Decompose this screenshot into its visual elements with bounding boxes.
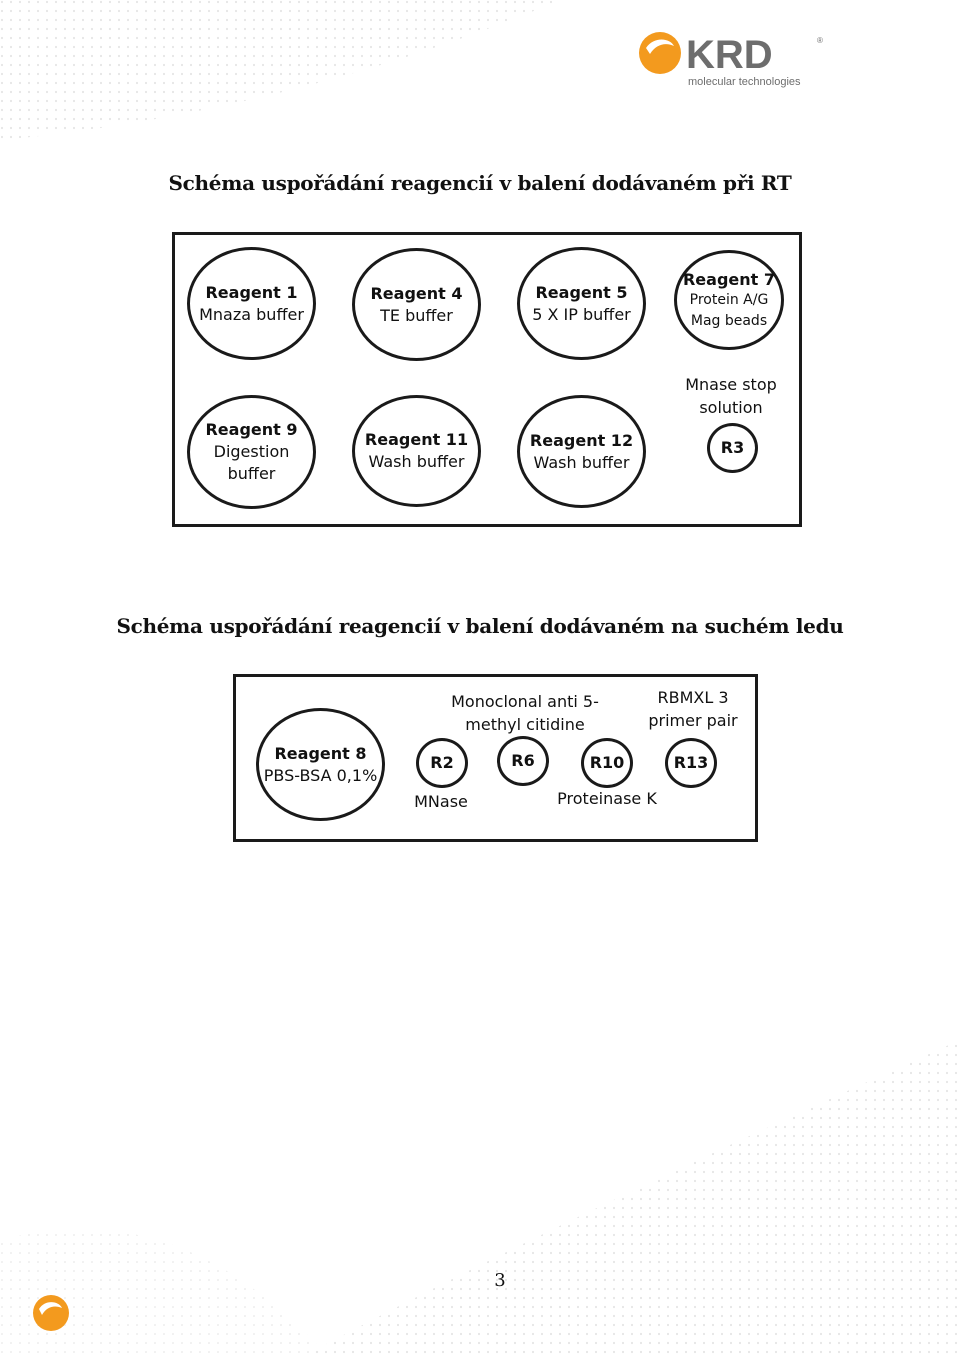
r6-label: R6	[511, 751, 535, 770]
r10-circle	[581, 738, 633, 788]
r13-circle	[665, 738, 717, 788]
reagent-7-circle	[674, 250, 784, 350]
r3-caption-line2: solution	[699, 398, 763, 417]
reagent-desc: Wash buffer	[368, 452, 465, 471]
footer-logo-mark-icon	[30, 1292, 72, 1334]
reagent-desc: Mnaza buffer	[199, 304, 304, 324]
reagent-name: Reagent 9	[205, 420, 298, 439]
reagent-desc: 5 X IP buffer	[532, 304, 631, 324]
r13-caption-line1: RBMXL 3	[657, 688, 729, 707]
reagent-9-circle	[187, 395, 316, 509]
reagent-name: Reagent 8	[274, 743, 367, 763]
reagent-desc: Protein A/G	[689, 291, 769, 308]
r6-caption	[430, 690, 620, 736]
logo-brand-text: KRD	[686, 33, 773, 77]
r13-label: R13	[673, 753, 709, 772]
r3-label: R3	[720, 438, 745, 457]
r6-caption-line2: methyl citidine	[465, 715, 585, 734]
reagent-name: Reagent 7	[682, 269, 775, 289]
r2-circle	[416, 738, 468, 788]
r3-caption	[660, 373, 802, 419]
reagent-12-circle	[517, 395, 646, 508]
reagent-name: Reagent 11	[364, 430, 469, 449]
logo-tagline: molecular technologies	[688, 76, 801, 88]
reagent-desc: TE buffer	[380, 305, 453, 325]
r3-circle	[707, 423, 758, 473]
heading-dry-ice: Schéma uspořádání reagencií v balení dodávaném na suchém ledu	[116, 614, 844, 638]
reagent-4-circle	[352, 248, 481, 361]
reagent-name: Reagent 4	[370, 283, 463, 303]
heading-rt: Schéma uspořádání reagencií v balení dodávaném při RT	[168, 171, 792, 195]
page-number: 3	[494, 1270, 506, 1291]
reagent-5-circle	[517, 247, 646, 360]
r6-circle	[497, 736, 549, 786]
reagent-desc: Wash buffer	[533, 452, 630, 472]
r2-label: R2	[430, 753, 454, 772]
r3-caption-line1: Mnase stop	[685, 375, 777, 394]
r6-caption-line1: Monoclonal anti 5-	[451, 692, 599, 711]
krd-logo	[636, 26, 836, 96]
reagent-11-circle	[352, 395, 481, 507]
r2-caption: MNase	[414, 792, 468, 811]
svg-text:®: ®	[817, 36, 823, 45]
reagent-desc-2: buffer	[227, 464, 276, 483]
reagent-desc: Digestion	[213, 442, 290, 461]
r10-label: R10	[589, 753, 625, 772]
reagent-name: Reagent 1	[205, 282, 298, 302]
reagent-desc-2: Mag beads	[690, 312, 768, 329]
reagent-name: Reagent 5	[535, 282, 628, 302]
reagent-1-circle	[187, 247, 316, 360]
r13-caption-line2: primer pair	[648, 711, 738, 730]
reagent-8-circle	[256, 708, 385, 821]
reagent-desc: PBS-BSA 0,1%	[263, 765, 378, 785]
r10-caption: Proteinase K	[557, 789, 657, 808]
r13-caption	[630, 686, 756, 732]
reagent-name: Reagent 12	[529, 430, 634, 450]
